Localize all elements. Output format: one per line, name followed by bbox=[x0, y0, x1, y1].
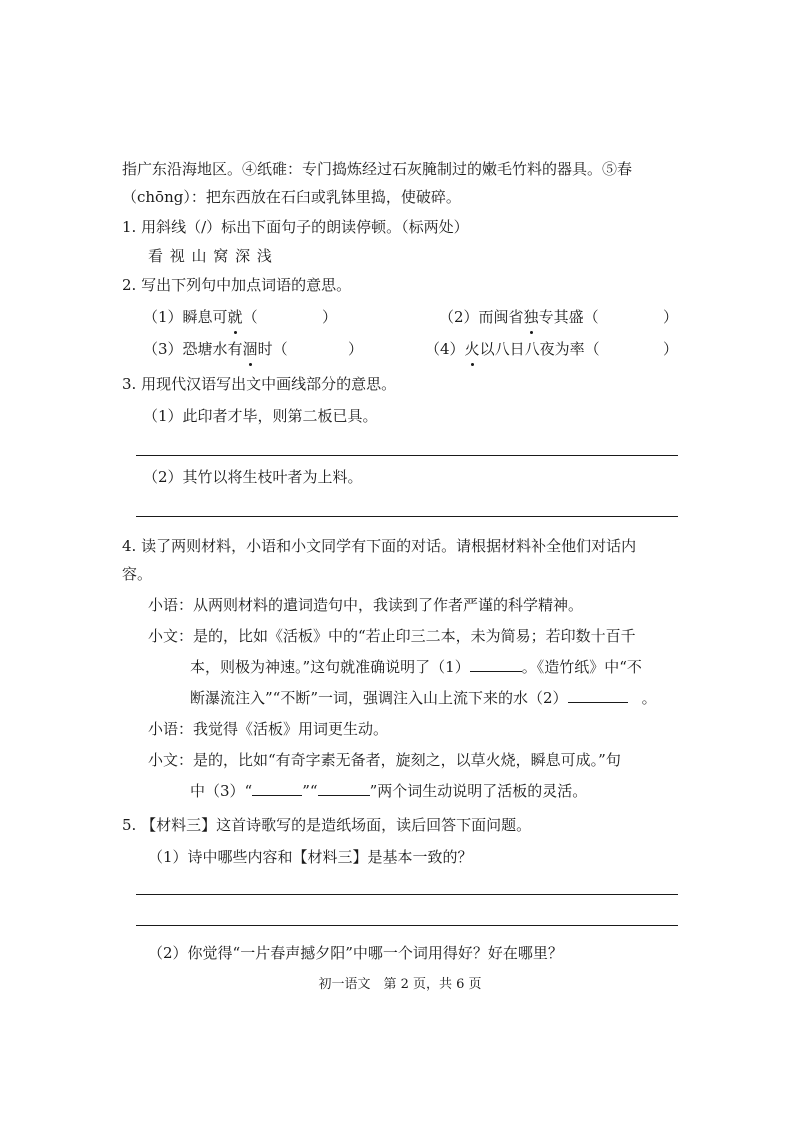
q2-item-1 bbox=[143, 306, 258, 328]
q4-blank-3[interactable] bbox=[252, 781, 302, 796]
q3-sub-1: （1）此印者才毕，则第二板已具。 bbox=[143, 407, 378, 425]
q4-d4-text-c: ”两个词生动说明了活板的灵活。 bbox=[369, 782, 588, 800]
q2-item-4-rest: 以八日八夜为率（ bbox=[479, 340, 600, 358]
q4-blank-2[interactable] bbox=[568, 688, 628, 703]
q1-sentence: 看 视 山 窝 深 浅 bbox=[148, 247, 273, 265]
q4-d2-text-d: 。 bbox=[641, 689, 657, 707]
q2-item-1-close: ） bbox=[322, 308, 338, 326]
q4-d2-text-c: 断瀑流注入”“不断”一词，强调注入山上流下来的水（2） bbox=[190, 689, 568, 707]
q2-item-2-dotted-word: 独 bbox=[523, 308, 539, 326]
q5-answer-line-1[interactable] bbox=[136, 894, 678, 895]
q2-item-1-text: （1）瞬息可 bbox=[143, 308, 228, 326]
q4-d2-text-a: 本，则极为神速。”这句就准确说明了（1） bbox=[190, 658, 470, 676]
q4-d2-text-b: 。《造竹纸》中“不 bbox=[521, 658, 642, 676]
q4-title-line-1: 4. 读了两则材料，小语和小文同学有下面的对话。请根据材料补全他们对话内 bbox=[122, 537, 637, 555]
q2-item-4 bbox=[425, 338, 600, 360]
q4-dialogue-2-line-1: 小文：是的，比如《活板》中的“若止印三二本，未为简易；若印数十百千 bbox=[148, 627, 636, 645]
q4-d4-text-a: 中（3）“ bbox=[190, 782, 253, 800]
q2-item-3-dotted-word: 涸 bbox=[242, 340, 258, 358]
q2-item-4-num: （4） bbox=[425, 340, 465, 358]
q2-item-3-rest: 时（ bbox=[257, 340, 288, 358]
q2-item-3 bbox=[143, 338, 288, 360]
q5-title: 5. 【材料三】这首诗歌写的是造纸场面，读后回答下面问题。 bbox=[122, 816, 532, 834]
q3-answer-line-1[interactable] bbox=[136, 455, 678, 456]
q2-title: 2. 写出下列句中加点词语的意思。 bbox=[122, 276, 352, 294]
q3-answer-line-2[interactable] bbox=[136, 516, 678, 517]
q2-item-3-close: ） bbox=[348, 340, 364, 358]
q4-dialogue-1: 小语：从两则材料的遣词造句中，我读到了作者严谨的科学精神。 bbox=[148, 596, 584, 614]
q4-blank-4[interactable] bbox=[318, 781, 370, 796]
q4-dialogue-2-line-2 bbox=[190, 656, 642, 678]
intro-line-1: 指广东沿海地区。④纸碓：专门捣炼经过石灰腌制过的嫩毛竹料的器具。⑤春 bbox=[122, 160, 633, 178]
q1-title: 1. 用斜线（/）标出下面句子的朗读停顿。（标两处） bbox=[122, 218, 469, 236]
q5-answer-line-2[interactable] bbox=[136, 925, 678, 926]
q2-item-2-text: （2）而闽省 bbox=[439, 308, 524, 326]
q5-sub-2: （2）你觉得“一片春声撼夕阳”中哪一个词用得好？好在哪里？ bbox=[148, 944, 563, 962]
q2-item-1-dotted-word: 就 bbox=[227, 308, 243, 326]
q2-item-3-text: （3）恐塘水有 bbox=[143, 340, 243, 358]
q4-dialogue-4-line-1: 小文：是的，比如“有奇字素无备者，旋刻之，以草火烧，瞬息可成。”句 bbox=[148, 751, 621, 769]
q2-item-1-open: （ bbox=[242, 308, 258, 326]
q4-dialogue-2-line-3 bbox=[190, 687, 657, 709]
q4-dialogue-4-line-2 bbox=[190, 780, 587, 802]
q4-dialogue-3: 小语：我觉得《活板》用词更生动。 bbox=[148, 720, 389, 738]
q2-item-2-rest: 专其盛（ bbox=[538, 308, 599, 326]
q2-item-4-close: ） bbox=[663, 340, 679, 358]
q5-sub-1: （1）诗中哪些内容和【材料三】是基本一致的？ bbox=[148, 848, 473, 866]
q3-sub-2: （2）其竹以将生枝叶者为上料。 bbox=[143, 468, 363, 486]
q2-item-2 bbox=[439, 306, 599, 328]
q4-title-line-2: 容。 bbox=[122, 565, 153, 583]
q2-item-2-close: ） bbox=[663, 308, 679, 326]
intro-line-2: （chōng）：把东西放在石臼或乳钵里捣，使破碎。 bbox=[122, 188, 461, 206]
q4-blank-1[interactable] bbox=[470, 657, 522, 672]
q2-item-4-dotted-word: 火 bbox=[464, 340, 480, 358]
q3-title: 3. 用现代汉语写出文中画线部分的意思。 bbox=[122, 375, 397, 393]
q4-d4-text-b: ”“ bbox=[302, 782, 318, 800]
page-footer: 初一语文 第 2 页，共 6 页 bbox=[318, 977, 482, 992]
